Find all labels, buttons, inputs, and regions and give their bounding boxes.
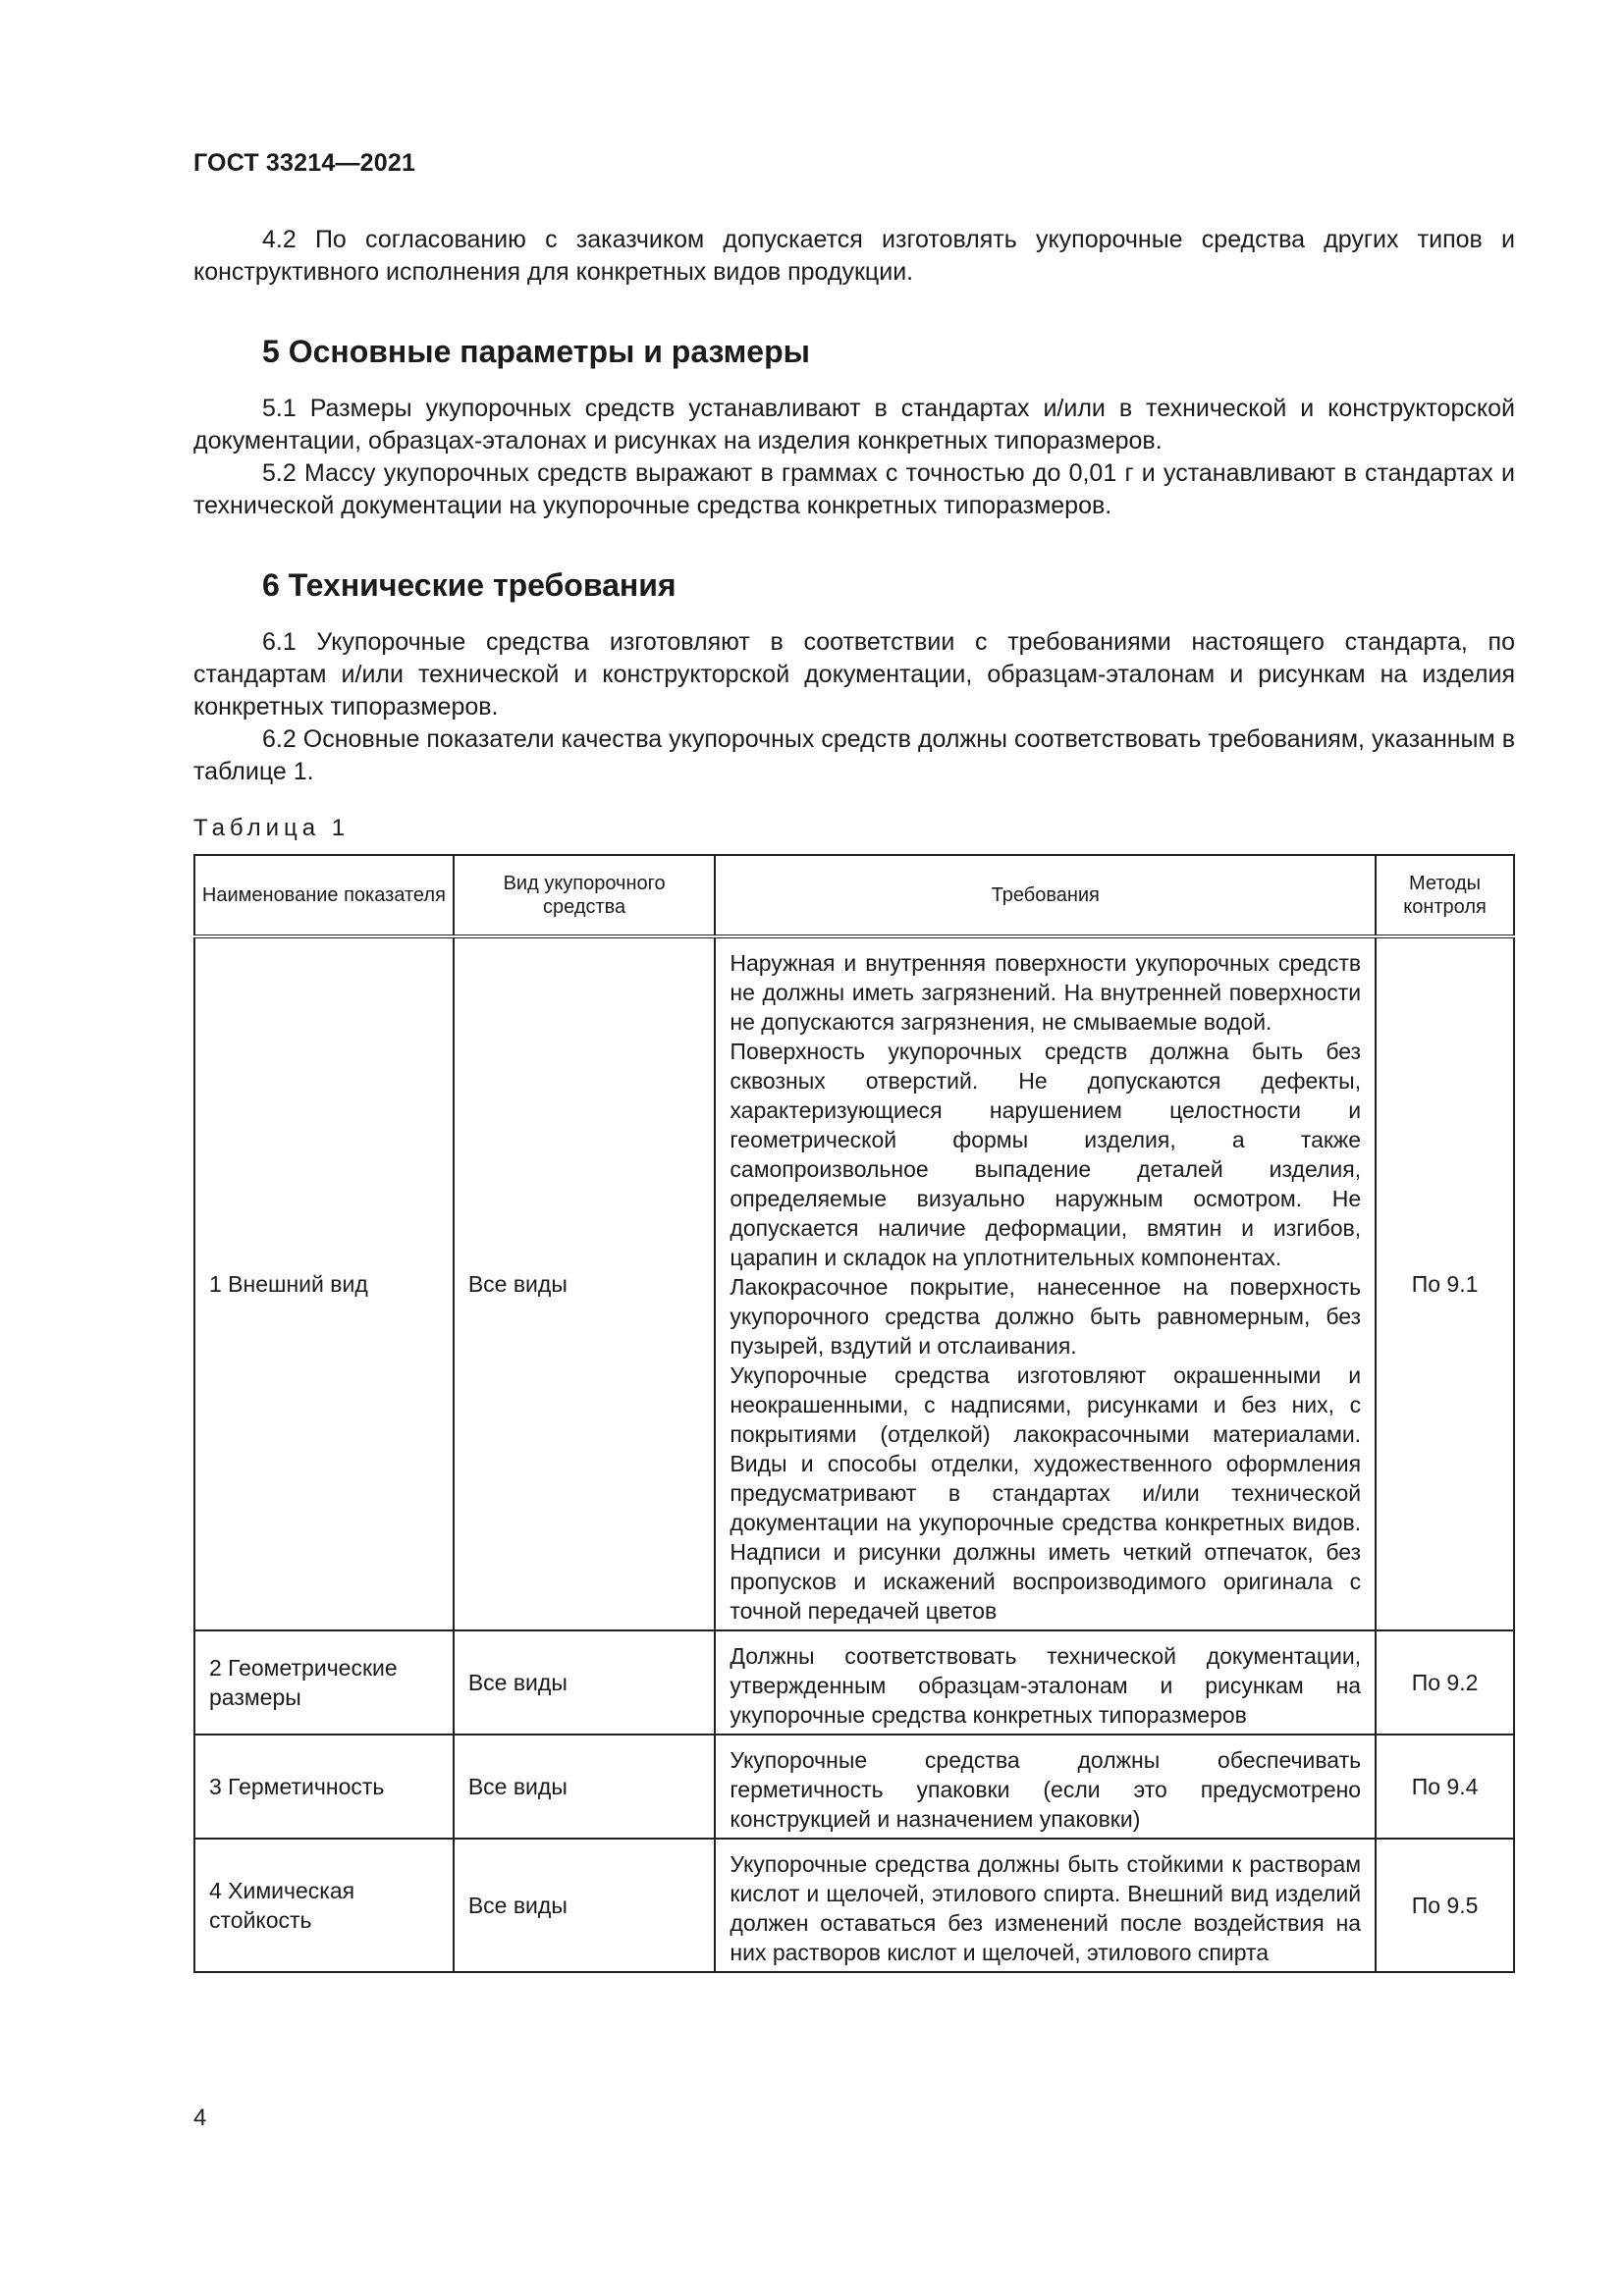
table-row [194,936,1514,1630]
section-6-heading: 6 Технические требования [262,567,677,603]
paragraph-4-2-block [193,224,1515,289]
column-header-methods: Методы контроля [1376,855,1514,936]
cell-method: По 9.1 [1376,936,1514,1630]
cell-method: По 9.5 [1376,1839,1514,1972]
cell-closure-type: Все виды [454,1735,716,1839]
requirements-text: Наружная и внутренняя поверхности укупорочных средств не должны иметь загрязнений. На внутренней поверхности не допускаются загрязнения, не смываемые водой. Поверхность укупорочных средств должна быть без сквозных отверстий. Не допускаются дефекты, характеризующиеся нарушением целостности и геометрической формы изделия, а также самопроизвольное выпадение деталей изделия, определяемые визуально наружным осмотром. Не допускается наличие деформации, вмятин и изгибов, царапин и складок на уплотнительных компонентах. Лакокрасочное покрытие, нанесенное на поверхность укупорочного средства должно быть равномерным, без пузырей, вздутий и отслаивания. Укупорочные средства изготовляют окрашенными и неокрашенными, с надписями, рисунками и без них, с покрытиями (отделкой) лакокрасочными материалами. Виды и способы отделки, художественного оформления предусматривают в стандартах и/или технической документации на укупорочные средства конкретных видов. Надписи и рисунки должны иметь четкий отпечаток, без пропусков и искажений воспроизводимого оригинала с точной передачей цветов [730,950,1362,1624]
cell-indicator: 1 Внешний вид [194,936,454,1630]
cell-requirements: Укупорочные средства должны быть стойкими к растворам кислот и щелочей, этилового спирта. Внешний вид изделий должен оставаться без изменений после воздействия на них растворов кислот и щелочей, этилового спирта [715,1839,1376,1972]
cell-indicator: 3 Герметичность [194,1735,454,1839]
paragraph-6-2: 6.2 Основные показатели качества укупорочных средств должны соответствовать требованиям, указанным в таблице 1. [193,725,1515,785]
paragraph-4-2: 4.2 По согласованию с заказчиком допускается изготовлять укупорочные средства других типов и конструктивного исполнения для конкретных видов продукции. [193,226,1515,286]
column-header-requirements: Требования [715,855,1376,936]
cell-closure-type: Все виды [454,1839,716,1972]
document-code: ГОСТ 33214—2021 [193,149,416,177]
paragraph-6-1: 6.1 Укупорочные средства изготовляют в соответствии с требованиями настоящего стандарта, по стандартам и/или технической и конструкторской документации, образцам-эталонам и рисункам на изделия конкретных типоразмеров. [193,628,1515,721]
section-6-body [193,626,1515,788]
cell-requirements [715,936,1376,1630]
cell-method: По 9.4 [1376,1735,1514,1839]
paragraph-5-2: 5.2 Массу укупорочных средств выражают в граммах с точностью до 0,01 г и устанавливают в стандартах и технической документации на укупорочные средства конкретных типоразмеров. [193,459,1515,519]
cell-requirements: Укупорочные средства должны обеспечивать герметичность упаковки (если это предусмотрено конструкцией и назначением упаковки) [715,1735,1376,1839]
page-number: 4 [193,2105,207,2131]
column-header-closure-type: Вид укупорочного средства [454,855,716,936]
table-row [194,1839,1514,1972]
cell-requirements: Должны соответствовать технической документации, утвержденным образцам-эталонам и рисункам на укупорочные средства конкретных типоразмеров [715,1630,1376,1735]
cell-closure-type: Все виды [454,936,716,1630]
column-header-indicator: Наименование показателя [194,855,454,936]
table-header-row [194,855,1514,936]
section-5-heading: 5 Основные параметры и размеры [262,334,810,369]
cell-method: По 9.2 [1376,1630,1514,1735]
table-row [194,1630,1514,1735]
section-5-body [193,393,1515,522]
table-caption: Таблица 1 [193,815,351,841]
cell-indicator: 4 Химическая стойкость [194,1839,454,1972]
table-row [194,1735,1514,1839]
paragraph-5-1: 5.1 Размеры укупорочных средств устанавливают в стандартах и/или в технической и конструкторской документации, образцах-эталонах и рисунках на изделия конкретных типоразмеров. [193,395,1515,454]
cell-indicator: 2 Геометрические размеры [194,1630,454,1735]
requirements-table [193,854,1515,1973]
cell-closure-type: Все виды [454,1630,716,1735]
